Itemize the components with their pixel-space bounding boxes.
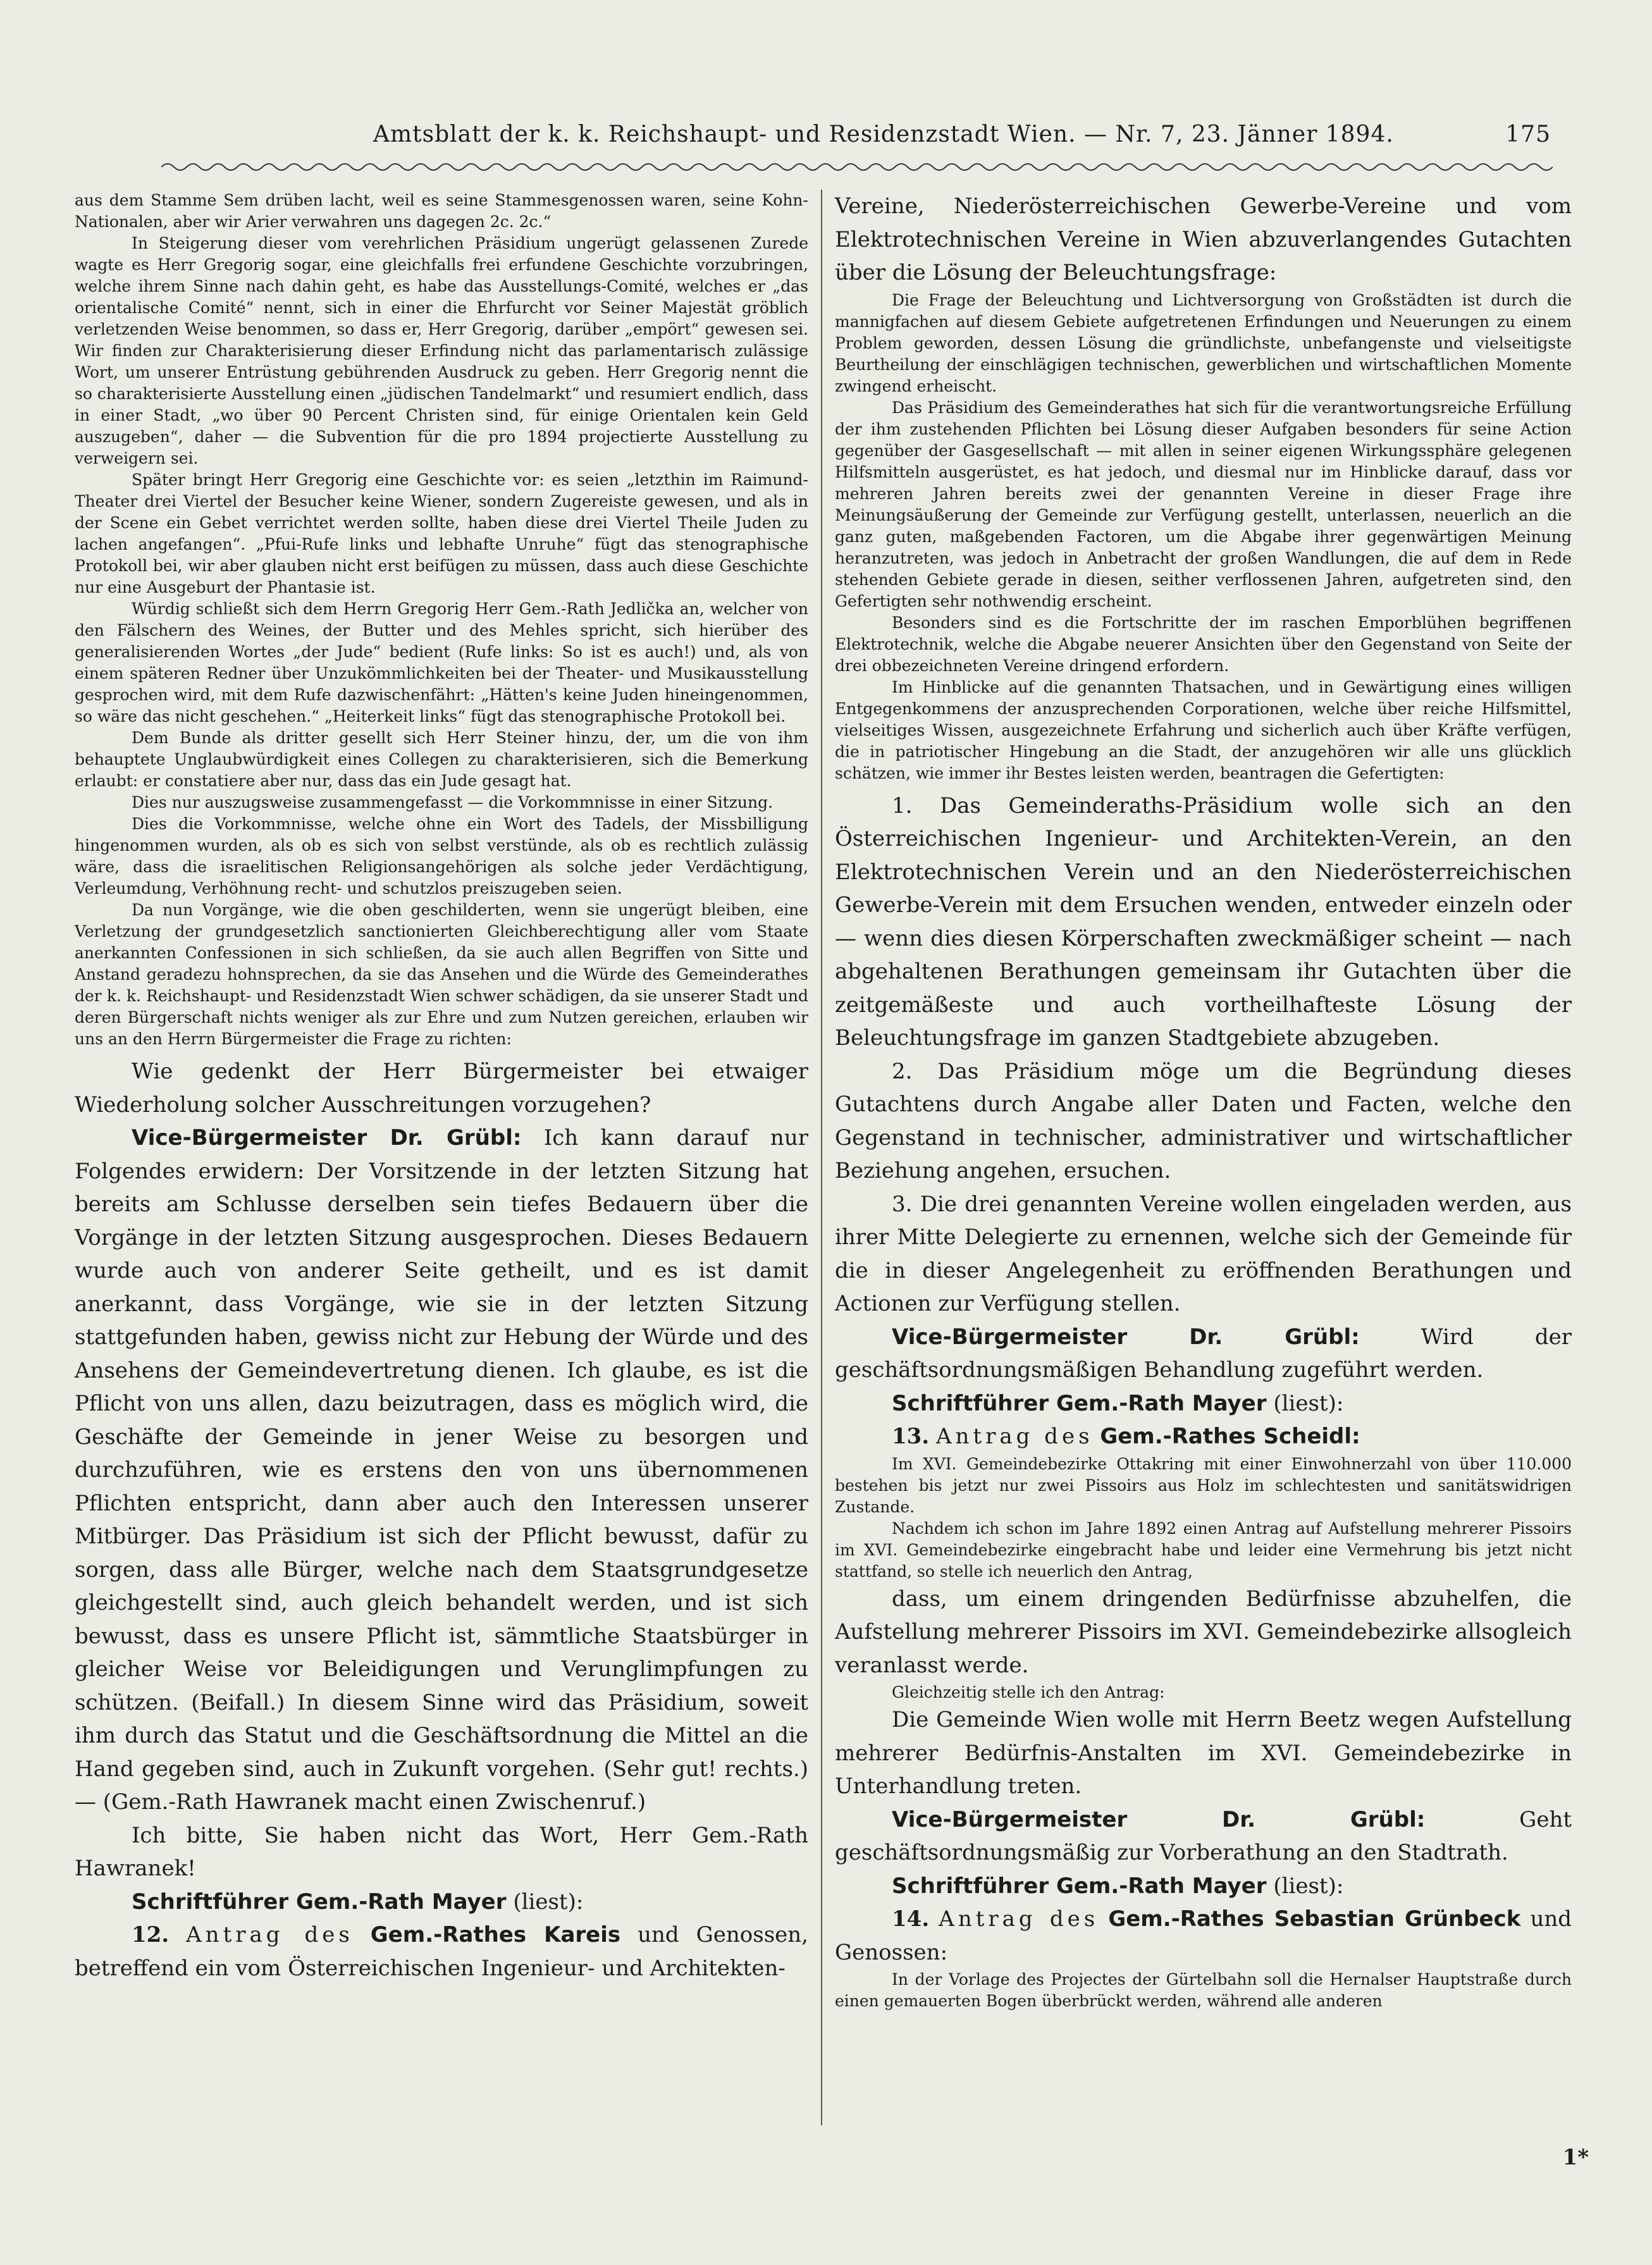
paragraph: Im Hinblicke auf die genannten Thatsachen, und in Gewärtigung eines willigen Entgegenkommens der anzusprechenden Corporationen, welche über reiche Hilfsmittel, vielseitiges Wissen, ausgezeichnete Erfahrung und sicherlich auch über Kräfte verfügen, die in patriotischer Hingebung an die Stadt, der anzugehören wir alle uns glücklich schätzen, wie immer ihr Bestes leisten werden, beantragen die Gefertigten:	[835, 677, 1572, 782]
running-title: Amtsblatt der k. k. Reichshaupt- und Residenzstadt Wien. — Nr. 7, 23. Jänner 1894.	[373, 121, 1394, 147]
paragraph: Die Frage der Beleuchtung und Lichtversorgung von Großstädten ist durch die mannigfachen auf diesem Gebiete aufgetretenen Erfindungen und Neuerungen zu einem Problem geworden, dessen Lösung die gründlichste, unbefangenste und vielseitigste Beurtheilung der einschlägigen technischen, gewerblichen und wirtschaftlichen Momente zwingend erheischt.	[835, 290, 1572, 395]
speaker-line	[835, 1387, 1572, 1421]
paragraph: Da nun Vorgänge, wie die oben geschilderten, wenn sie ungerügt bleiben, eine Verletzung der grundgesetzlich sanctionierten Gleichberechtigung aller vom Staate anerkannten Confessionen in sich schließen, da sie auch allen Begriffen von Sitte und Anstand geradezu hohnsprechen, da sie das Ansehen und die Würde des Gemeinderathes der k. k. Reichshaupt- und Residenzstadt Wien schwer schädigen, da sie unserer Stadt und deren Bürgerschaft nichts weniger als zur Ehre und zum Nutzen gereichen, erlauben wir uns an den Herrn Bürgermeister die Frage zu richten:	[75, 901, 808, 1048]
paragraph: Die Gemeinde Wien wolle mit Herrn Beetz wegen Aufstellung mehrerer Bedürfnis-Anstalten im XVI. Gemeindebezirke in Unterhandlung treten.	[835, 1707, 1572, 1799]
numbered-item: 3. Die drei genannten Vereine wollen eingeladen werden, aus ihrer Mitte Delegierte zu ernennen, welche sich der Gemeinde für die in dieser Angelegenheit zu eröffnenden Berathungen und Actionen zur Verfügung stellen.	[835, 1191, 1572, 1316]
header-rule	[161, 159, 1553, 175]
motion-heading	[75, 1918, 808, 1985]
speaker-name: Vice-Bürgermeister Dr. Grübl:	[132, 1125, 522, 1151]
motion-number: 13.	[892, 1424, 930, 1449]
motion-author: Gem.-Rathes Kareis	[370, 1922, 621, 1947]
paragraph: Dem Bunde als dritter gesellt sich Herr Steiner hinzu, der, um die von ihm behauptete Unglaubwürdigkeit eines Collegen zu charakterisieren, sich die Bemerkung erlaubt: er constatiere aber nur, dass das ein Jude gesagt hat.	[75, 729, 808, 790]
speech-paragraph	[75, 1121, 808, 1819]
question: Wie gedenkt der Herr Bürgermeister bei etwaiger Wiederholung solcher Ausschreitungen vorzugehen?	[75, 1059, 808, 1118]
speaker-line	[835, 1870, 1572, 1903]
speech-text: Ich kann darauf nur Folgendes erwidern: Der Vorsitzende in der letzten Sitzung hat bereits am Schlusse derselben sein tiefes Bedauern über die Vorgänge in der letzten Sitzung ausgesprochen. Dieses Bedauern wurde auch von anderer Seite getheilt, und es ist damit anerkannt, dass Vorgänge, wie sie in der letzten Sitzung stattgefunden haben, gewiss nicht zur Hebung der Würde und des Ansehens der Gemeindevertretung dienen. Ich glaube, es ist die Pflicht von uns allen, dazu beizutragen, dass es möglich wird, die Geschäfte der Gemeinde in jener Weise zu besorgen und durchzuführen, wie es erstens den von uns übernommenen Pflichten entspricht, dann aber auch den Interessen unserer Mitbürger. Das Präsidium ist sich der Pflicht bewusst, dafür zu sorgen, dass alle Bürger, welche nach dem Staatsgrundgesetze gleichgestellt sind, auch gleich behandelt werden, und ist sich bewusst, dass es unsere Pflicht ist, sämmtliche Staatsbürger in gleicher Weise vor Beleidigungen und Verunglimpfungen zu schützen. (Beifall.) In diesem Sinne wird das Präsidium, soweit ihm durch das Statut und die Geschäftsordnung die Mittel an die Hand gegeben sind, auch in Zukunft vorgehen. (Sehr gut! rechts.) — (Gem.-Rath Hawranek macht einen Zwischenruf.)	[75, 1125, 808, 1815]
page-header	[164, 118, 1551, 156]
motion-text: und Genossen:	[835, 1906, 1572, 1965]
speaker-name: Schriftführer Gem.-Rath Mayer	[132, 1889, 507, 1915]
motion-label: Antrag des	[935, 1424, 1094, 1449]
paragraph: Ich bitte, Sie haben nicht das Wort, Herr Gem.-Rath Hawranek!	[75, 1822, 808, 1881]
paragraph: Dies die Vorkommnisse, welche ohne ein Wort des Tadels, der Missbilligung hingenommen wurden, als ob es sich von selbst verstünde, als ob es rechtlich zulässig wäre, dass die israelitischen Religionsangehörigen als solche jeder Verdächtigung, Verleumdung, Verhöhnung recht- und schutzlos preiszugeben seien.	[75, 815, 808, 898]
paragraph: Besonders sind es die Fortschritte der im raschen Emporblühen begriffenen Elektrotechnik, welche die Abgabe neuerer Ansichten über den Gegenstand von Seite der drei obbezeichneten Vereine dringend erfordern.	[835, 613, 1572, 675]
motion-text: und Genossen, betreffend ein vom Österreichischen Ingenieur- und Architekten-	[75, 1922, 808, 1981]
speech-text: Wird der geschäftsordnungsmäßigen Behandlung zugeführt werden.	[835, 1324, 1572, 1383]
paragraph: Vereine, Niederösterreichischen Gewerbe-Vereine und vom Elektrotechnischen Vereine in Wien abzuverlangendes Gutachten über die Lösung der Beleuchtungsfrage:	[835, 194, 1572, 285]
paragraph: Gleichzeitig stelle ich den Antrag:	[892, 1683, 1165, 1701]
paragraph: aus dem Stamme Sem drüben lacht, weil es seine Stammesgenossen waren, seine Kohn-Nationalen, aber wir Arier verwahren uns dagegen 2c. 2c.“	[75, 191, 808, 231]
paragraph: Später bringt Herr Gregorig eine Geschichte vor: es seien „letzthin im Raimund-Theater drei Viertel der Besucher keine Wiener, sondern Zugereiste gewesen, und als in der Scene ein Gebet verrichtet werden sollte, haben diese drei Viertel Theile Juden zu lachen angefangen“. „Pfui-Rufe links und lebhafte Unruhe“ fügt das stenographische Protokoll bei, wir aber glauben nicht erst beifügen zu müssen, dass auch diese Geschichte nur eine Ausgeburt der Phantasie ist.	[75, 471, 808, 596]
motion-number: 14.	[892, 1906, 930, 1932]
numbered-item: 2. Das Präsidium möge um die Begründung dieses Gutachtens durch Angabe aller Daten und Facten, welche den Gegenstand in technischer, administrativer und wirtschaftlicher Beziehung angehen, ersuchen.	[835, 1058, 1572, 1183]
motion-number: 12.	[132, 1922, 170, 1947]
motion-author: Gem.-Rathes Sebastian Grünbeck	[1108, 1906, 1521, 1932]
speech-paragraph	[835, 1321, 1572, 1387]
motion-heading	[835, 1420, 1572, 1453]
paragraph: Das Präsidium des Gemeinderathes hat sich für die verantwortungsreiche Erfüllung der ihm zustehenden Pflichten bei Lösung dieser Aufgaben besonders für seine Action gegenüber der Gasgesellschaft — mit allen in seiner eigenen Wirkungssphäre gelegenen Hilfsmitteln ausgerüstet, es hat jedoch, und diesmal nur im Hinblicke darauf, dass vor mehreren Jahren bereits zwei der genannten Vereine in dieser Frage ihre Meinungsäußerung der Gemeinde zur Verfügung gestellt, unterlassen, neuerlich an die ganz guten, maßgebenden Factoren, um die Abgabe ihrer gegenwärtigen Meinung heranzutreten, was jedoch in Anbetracht der großen Wandlungen, die auf dem in Rede stehenden Gebiete gerade in diesen, seither verflossenen Jahren, aufgetreten sind, den Gefertigten sehr nothwendig erscheint.	[835, 398, 1572, 610]
motion-author: Gem.-Rathes Scheidl:	[1100, 1424, 1360, 1449]
paragraph: Dies nur auszugsweise zusammengefasst — die Vorkommnisse in einer Sitzung.	[132, 793, 774, 812]
speaker-note: (liest):	[1273, 1873, 1344, 1899]
column-divider	[821, 190, 822, 2125]
speaker-line	[75, 1885, 808, 1919]
numbered-item: 1. Das Gemeinderaths-Präsidium wolle sich an den Österreichischen Ingenieur- und Architekten-Verein, an den Elektrotechnischen Verein und an den Niederösterreichischen Gewerbe-Verein mit dem Ersuchen wenden, entweder einzeln oder — wenn dies diesen Körperschaften zweckmäßiger scheint — nach abgehaltenen Berathungen gemeinsam ihr Gutachten über die zeitgemäßeste und auch vortheilhafteste Lösung der Beleuchtungsfrage im ganzen Stadtgebiete abzugeben.	[835, 793, 1572, 1051]
speech-paragraph	[835, 1803, 1572, 1870]
motion-label: Antrag des	[939, 1906, 1099, 1932]
right-column	[835, 190, 1572, 2012]
paragraph: Nachdem ich schon im Jahre 1892 einen Antrag auf Aufstellung mehrerer Pissoirs im XVI. Gemeindebezirke eingebracht habe und leider eine Vermehrung bis jetzt nicht stattfand, so stelle ich neuerlich den Antrag,	[835, 1519, 1572, 1581]
paragraph: Im XVI. Gemeindebezirke Ottakring mit einer Einwohnerzahl von über 110.000 bestehen bis jetzt nur zwei Pissoirs aus Holz im schlechtesten und sanitätswidrigen Zustande.	[835, 1454, 1572, 1516]
speaker-note: (liest):	[513, 1889, 584, 1915]
speaker-name: Vice-Bürgermeister Dr. Grübl:	[892, 1324, 1360, 1350]
motion-label: Antrag des	[186, 1922, 354, 1947]
speaker-name: Schriftführer Gem.-Rath Mayer	[892, 1390, 1267, 1416]
page-number: 175	[1505, 121, 1551, 147]
paragraph: Würdig schließt sich dem Herrn Gregorig Herr Gem.-Rath Jedlička an, welcher von den Fälschern des Weines, der Butter und des Mehles spricht, sich hierüber des generalisierenden Wortes „der Jude“ bedient (Rufe links: So ist es auch!) und, als von einem späteren Redner über Unzukömmlichkeiten bei der Theater- und Musikausstellung gesprochen wird, mit dem Rufe dazwischenfährt: „Hätten's keine Juden hineingenommen, so wäre das nicht geschehen.“ „Heiterkeit links“ fügt das stenographische Protokoll bei.	[75, 600, 808, 725]
speaker-name: Vice-Bürgermeister Dr. Grübl:	[892, 1806, 1426, 1832]
speech-text: Geht geschäftsordnungsmäßig zur Vorberathung an den Stadtrath.	[835, 1806, 1572, 1865]
speaker-note: (liest):	[1273, 1390, 1344, 1416]
paragraph: In Steigerung dieser vom verehrlichen Präsidium ungerügt gelassenen Zurede wagte es Herr Gregorig sogar, eine gleichfalls frei erfundene Geschichte vorzubringen, welche ihrem Sinne nach dahin geht, es habe das Ausstellungs-Comité, welches er „das orientalische Comité“ nennt, sich in einer die Ehrfurcht vor Seiner Majestät gröblich verletzenden Weise benommen, so dass er, Herr Gregorig, darüber „empört“ gewesen sei. Wir finden zur Charakterisierung dieser Erfindung nicht das parlamentarisch zulässige Wort, um unserer Entrüstung gebührenden Ausdruck zu geben. Herr Gregorig nennt die so charakterisierte Ausstellung einen „jüdischen Tandelmarkt“ und resumiert endlich, dass in einer Stadt, „wo über 90 Percent Christen sind, für einige Orientalen kein Geld auszugeben“, daher — die Subvention für die pro 1894 projectierte Ausstellung zu verweigern sei.	[75, 234, 808, 467]
paragraph: dass, um einem dringenden Bedürfnisse abzuhelfen, die Aufstellung mehrerer Pissoirs im XVI. Gemeindebezirke allsogleich veranlasst werde.	[835, 1586, 1572, 1678]
left-column	[75, 190, 808, 1985]
signature-mark: 1*	[1562, 2145, 1589, 2170]
speaker-name: Schriftführer Gem.-Rath Mayer	[892, 1873, 1267, 1899]
paragraph: In der Vorlage des Projectes der Gürtelbahn soll die Hernalser Hauptstraße durch einen gemauerten Bogen überbrückt werden, während alle anderen	[835, 1970, 1572, 2010]
motion-heading	[835, 1903, 1572, 1969]
